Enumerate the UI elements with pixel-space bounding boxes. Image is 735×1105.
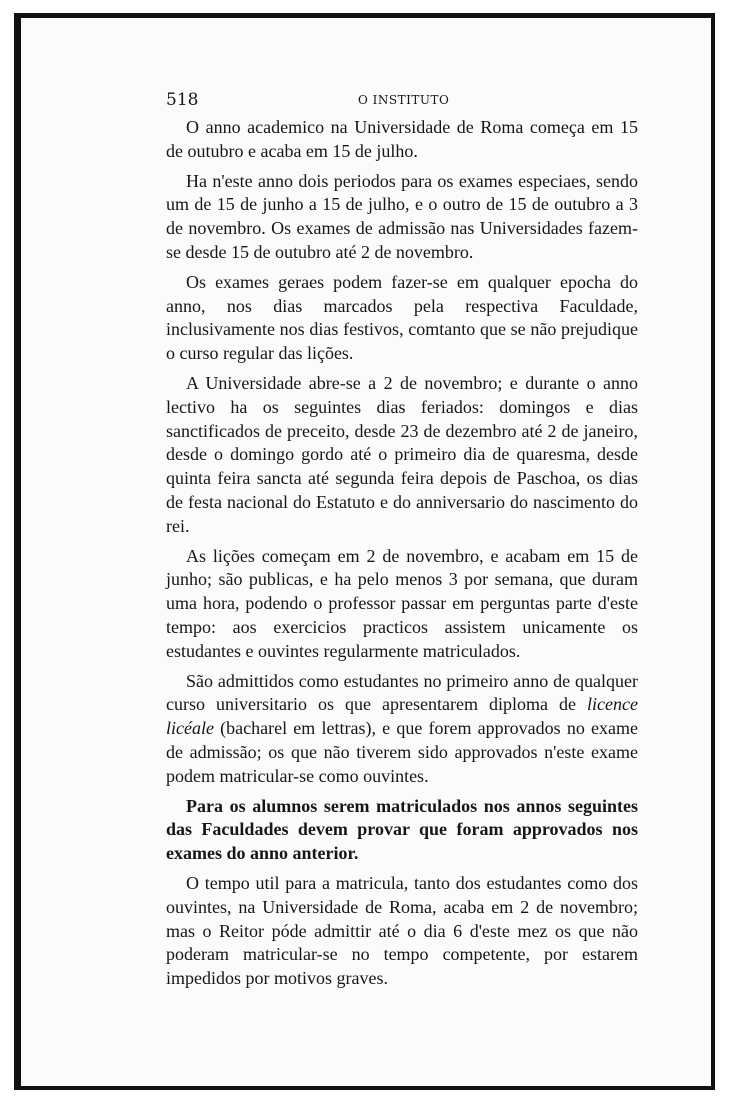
paragraph-general-exams: Os exames geraes podem fazer-se em qualquer epocha do anno, nos dias marcados pela respectiva Faculdade, inclusivamente nos dias festivos, comtanto que se não prejudique o curso regular das lições. bbox=[166, 271, 638, 364]
licence-term: licence licéale bbox=[166, 694, 638, 739]
page-number: 518 bbox=[166, 90, 199, 110]
paragraph-holidays: A Universidade abre-se a 2 de novembro; e durante o anno lectivo ha os seguintes dias feriados: domingos e dias sanctificados de preceito, desde 23 de dezembro até 2 de janeiro, desde o domingo gordo até o primeiro dia de quaresma, desde quinta feira sancta até segunda feira depois de Paschoa, os dias de festa nacional do Estatuto e do anniversario do nascimento do rei. bbox=[166, 372, 638, 536]
body-text bbox=[166, 116, 638, 991]
paragraph-following-years: Para os alumnos serem matriculados nos annos seguintes das Faculdades devem provar que foram approvados nos exames do anno anterior. bbox=[166, 795, 638, 864]
running-title: O INSTITUTO bbox=[358, 93, 450, 107]
book-page bbox=[166, 90, 638, 997]
admission-text-start: São admittidos como estudantes no primeiro anno de qualquer curso universitario os que apresentarem diploma de bbox=[166, 670, 638, 715]
paragraph-special-exams: Ha n'este anno dois periodos para os exames especiaes, sendo um de 15 de junho a 15 de julho, e o outro de 15 de outubro a 3 de novembro. Os exames de admissão nas Universidades fazem-se desde 15 de outubro até 2 de novembro. bbox=[166, 170, 638, 262]
paragraph-enrollment-deadline: O tempo util para a matricula, tanto dos estudantes como dos ouvintes, na Universidade de Roma, acaba em 2 de novembro; mas o Reitor póde admittir até o dia 6 d'este mez os que não poderam matricular-se no tempo competente, por estarem impedidos por motivos graves. bbox=[166, 872, 638, 989]
paragraph-admission bbox=[166, 670, 638, 789]
paragraph-lessons: As lições começam em 2 de novembro, e acabam em 15 de junho; são publicas, e ha pelo menos 3 por semana, que duram uma hora, podendo o professor passar em perguntas parte d'este tempo: aos exercicios practicos assistem unicamente os estudantes e ouvintes regularmente matriculados. bbox=[166, 545, 638, 661]
paragraph-academic-year: O anno academico na Universidade de Roma começa em 15 de outubro e acaba em 15 de julho. bbox=[166, 117, 638, 161]
admission-text-end: (bacharel em lettras), e que forem approvados no exame de admissão; os que não tiverem sido approvados n'este exame podem matricular-se como ouvintes. bbox=[166, 718, 638, 786]
page-header bbox=[166, 90, 638, 116]
